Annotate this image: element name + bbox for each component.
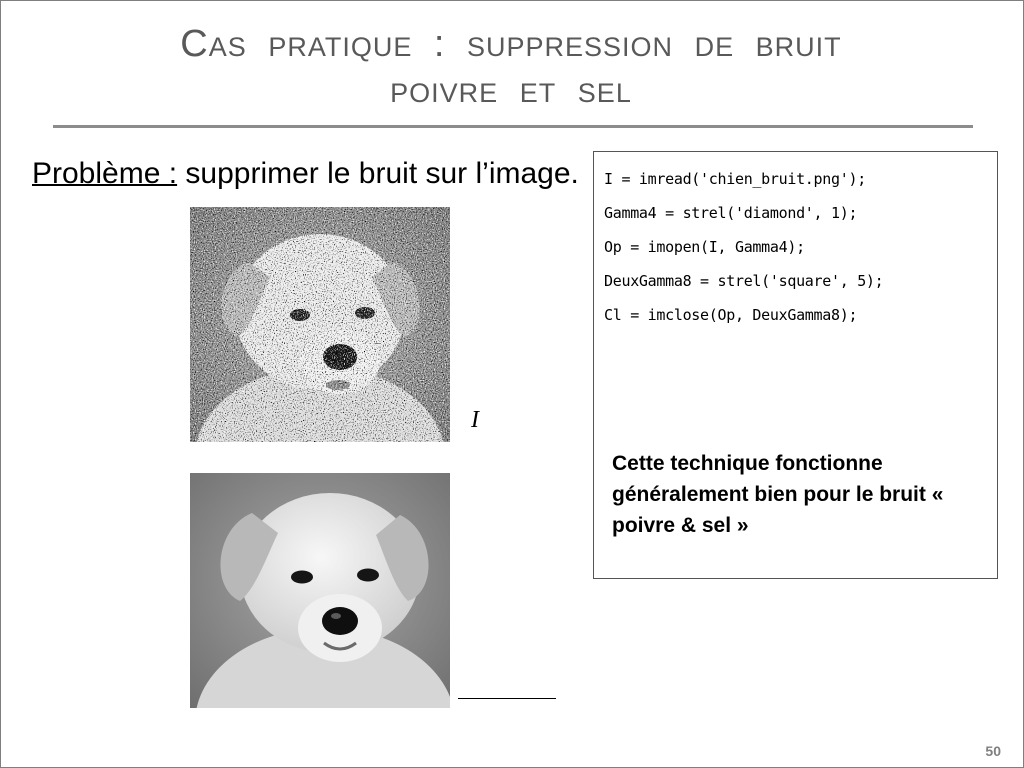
problem-label: Problème : (32, 157, 178, 190)
problem-statement (32, 155, 579, 193)
denoised-puppy-image (190, 473, 450, 708)
code-listing (604, 162, 883, 332)
code-line: DeuxGamma8 = strel('square', 5); (604, 272, 884, 290)
problem-text: supprimer le bruit sur l’image. (177, 157, 579, 190)
slide-title (61, 21, 961, 113)
page-number: 50 (985, 743, 1001, 759)
code-line: Gamma4 = strel('diamond', 1); (604, 204, 858, 222)
noisy-puppy-image (190, 207, 450, 442)
noisy-image-label: I (471, 407, 479, 433)
title-underline-rule (53, 125, 973, 128)
title-line-2: poivre et sel (390, 69, 632, 111)
code-line: Op = imopen(I, Gamma4); (604, 238, 805, 256)
code-line: Cl = imclose(Op, DeuxGamma8); (604, 306, 858, 324)
code-line: I = imread('chien_bruit.png'); (604, 170, 866, 188)
title-line-1: Cas pratique : suppression de bruit (180, 23, 842, 65)
code-panel (593, 151, 998, 579)
output-image-label-blank (458, 698, 556, 699)
technique-note: Cette technique fonctionne généralement bien pour le bruit « poivre & sel » (612, 452, 944, 537)
denoised-puppy-picture (190, 473, 450, 708)
noisy-puppy-picture (190, 207, 450, 442)
